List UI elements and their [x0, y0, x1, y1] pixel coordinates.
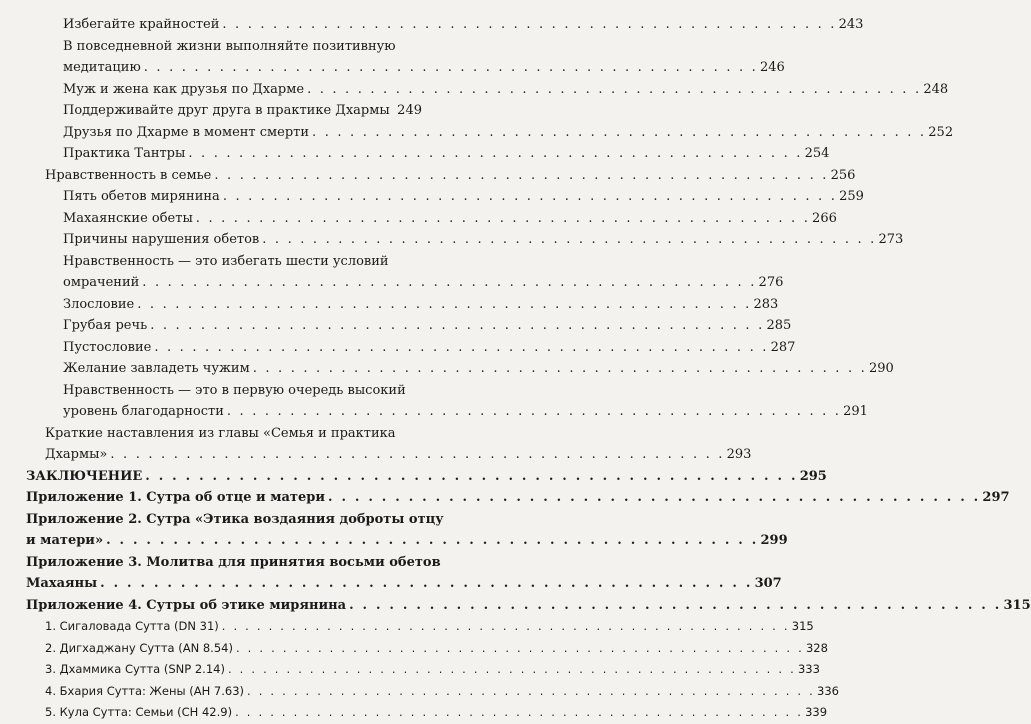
toc-entry-title: Избегайте крайностей — [63, 14, 222, 36]
toc-entry-line — [63, 294, 779, 316]
toc-entry — [0, 229, 904, 251]
toc-entry-line — [63, 251, 422, 273]
toc-entry — [0, 659, 820, 681]
toc-entry-line — [63, 122, 954, 144]
toc-entry — [0, 681, 839, 703]
toc-page-number: 293 — [726, 447, 752, 462]
toc-page-number: 299 — [760, 533, 788, 548]
toc-entry-title: Приложение 2. Сутра «Этика воздаяния доброты отцу — [26, 509, 447, 531]
toc-entry-line — [63, 14, 864, 36]
toc-entry-title: Грубая речь — [63, 315, 150, 337]
toc-entry-title: Причины нарушения обетов — [63, 229, 262, 251]
dot-leader: . . . . . . . . . . . . . . . . . . . . . . . . . . . . . . . . . . . . . . . . . . . . . . . . . — [145, 468, 798, 484]
toc-entry-title: Махаянские обеты — [63, 208, 196, 230]
toc-entry-line — [63, 272, 784, 294]
dot-leader: . . . . . . . . . . . . . . . . . . . . . . . . . . . . . . . . . . . . . . . . . . . . . . . . . — [195, 210, 811, 226]
toc-entry-line — [45, 702, 828, 724]
toc-entry-title: 4. Бхария Сутта: Жены (AH 7.63) — [45, 681, 247, 703]
toc-entry-line — [63, 36, 422, 58]
toc-entry — [0, 509, 788, 552]
toc-entry — [0, 380, 868, 423]
toc-entry — [0, 14, 864, 36]
toc-entry-line — [63, 57, 785, 79]
toc-entry-line — [45, 444, 752, 466]
toc-entry-line — [63, 79, 949, 101]
dot-leader: . . . . . . . . . . . . . . . . . . . . . . . . . . . . . . . . . . . . . . . . . . . . . . . . . — [235, 705, 804, 719]
toc-entry — [0, 595, 1031, 617]
dot-leader: . . . . . . . . . . . . . . . . . . . . . . . . . . . . . . . . . . . . . . . . . . . . . . . . . — [214, 167, 829, 183]
toc-entry-line — [45, 638, 828, 660]
dot-leader: . . . . . . . . . . . . . . . . . . . . . . . . . . . . . . . . . . . . . . . . . . . . . . . . . — [142, 275, 757, 290]
toc-page-number: 315 — [791, 619, 814, 633]
dot-leader: . . . . . . . . . . . . . . . . . . . . . . . . . . . . . . . . . . . . . . . . . . . . . . . . . — [312, 124, 927, 140]
toc-page-number: 295 — [799, 468, 827, 484]
toc-entry-title: 5. Кула Сутта: Семьи (CH 42.9) — [45, 702, 235, 724]
toc-page-number: 339 — [805, 705, 828, 719]
toc-entry-line — [63, 358, 894, 380]
toc-entry-title: Пустословие — [63, 337, 154, 359]
toc-entry-title: Махаяны — [26, 573, 100, 595]
toc-page-number: 276 — [758, 275, 784, 290]
toc-entry-line — [26, 509, 444, 531]
toc-entry — [0, 487, 1010, 509]
dot-leader: . . . . . . . . . . . . . . . . . . . . . . . . . . . . . . . . . . . . . . . . . . . . . . . . . — [227, 662, 796, 676]
toc-entry — [0, 315, 792, 337]
toc-entry-title: омрачений — [63, 272, 142, 294]
toc-page-number: 273 — [878, 232, 904, 247]
toc-page-number: 246 — [760, 60, 785, 75]
toc-entry — [0, 79, 949, 101]
toc-entry — [0, 337, 796, 359]
toc-entry-line — [63, 143, 830, 165]
toc-entry-line — [63, 208, 837, 230]
toc-entry-line — [63, 337, 796, 359]
dot-leader: . . . . . . . . . . . . . . . . . . . . . . . . . . . . . . . . . . . . . . . . . . . . . . . . . — [188, 146, 803, 161]
toc-entry-title: 1. Сигаловада Сутта (DN 31) — [45, 616, 222, 638]
toc-entry-line — [45, 659, 820, 681]
toc-page-number: 307 — [754, 576, 782, 591]
toc-entry-title: Друзья по Дхарме в момент смерти — [63, 122, 312, 144]
toc-entry-line — [26, 595, 1031, 617]
toc-entry-title: В повседневной жизни выполняйте позитивную — [63, 36, 399, 58]
toc-entry-line — [26, 530, 788, 552]
toc-entry-title: и матери» — [26, 530, 106, 552]
toc-entry — [0, 251, 784, 294]
toc-entry-title: Нравственность — это в первую очередь высокий — [63, 380, 409, 402]
dot-leader: . . . . . . . . . . . . . . . . . . . . . . . . . . . . . . . . . . . . . . . . . . . . . . . . . — [137, 296, 752, 312]
toc-entry — [0, 186, 864, 208]
toc-page-number: 252 — [928, 124, 954, 140]
toc-page-number: 333 — [797, 662, 820, 676]
toc-entry-title: Приложение 3. Молитва для принятия восьми обетов — [26, 552, 444, 574]
toc-page-number: 283 — [753, 296, 779, 312]
toc-page-number: 256 — [830, 167, 856, 183]
dot-leader: . . . . . . . . . . . . . . . . . . . . . . . . . . . . . . . . . . . . . . . . . . . . . . . . . — [235, 640, 804, 655]
toc-entry — [0, 143, 830, 165]
toc-entry — [0, 358, 894, 380]
dot-leader: . . . . . . . . . . . . . . . . . . . . . . . . . . . . . . . . . . . . . . . . . . . . . . . . . — [221, 619, 790, 633]
dot-leader: . . . . . . . . . . . . . . . . . . . . . . . . . . . . . . . . . . . . . . . . . . . . . . . . . — [143, 60, 759, 75]
toc-entry-line — [63, 100, 422, 122]
toc-entry-line — [45, 616, 814, 638]
toc-entry-line — [63, 380, 422, 402]
dot-leader: . . . . . . . . . . . . . . . . . . . . . . . . . . . . . . . . . . . . . . . . . . . . . . . . . — [100, 576, 753, 591]
toc-entry-line — [26, 552, 441, 574]
toc-entry — [0, 165, 856, 187]
toc-entry — [0, 36, 785, 79]
toc-page-number: 290 — [868, 361, 894, 376]
toc-page-number: 297 — [982, 490, 1010, 505]
toc-entry-line — [45, 165, 856, 187]
dot-leader: . . . . . . . . . . . . . . . . . . . . . . . . . . . . . . . . . . . . . . . . . . . . . . . . . — [252, 361, 867, 376]
toc-page-number: 336 — [817, 683, 839, 698]
toc-entry — [0, 100, 450, 122]
dot-leader: . . . . . . . . . . . . . . . . . . . . . . . . . . . . . . . . . . . . . . . . . . . . . . . . . — [154, 339, 769, 355]
toc-entry-line — [63, 186, 864, 208]
toc-entry — [0, 466, 827, 488]
dot-leader: . . . . . . . . . . . . . . . . . . . . . . . . . . . . . . . . . . . . . . . . . . . . . . . . . — [106, 533, 759, 548]
dot-leader: . . . . . . . . . . . . . . . . . . . . . . . . . . . . . . . . . . . . . . . . . . . . . . . . . — [328, 490, 981, 505]
toc-page-number: 248 — [923, 81, 949, 97]
toc-entry-line — [45, 681, 839, 703]
toc-page-number: 243 — [838, 17, 864, 32]
toc-entry-title: Злословие — [63, 294, 137, 316]
toc-entry — [0, 423, 752, 466]
toc-entry-line — [63, 315, 792, 337]
toc-entry — [0, 208, 837, 230]
toc-entry — [0, 552, 782, 595]
toc-entry-title: Нравственность в семье — [45, 165, 214, 187]
toc-page-number: 254 — [804, 146, 830, 161]
toc-entry-title: ЗАКЛЮЧЕНИЕ — [26, 466, 145, 488]
toc-page-number: 287 — [770, 339, 796, 355]
toc-page-number: 249 — [397, 103, 422, 118]
dot-leader: . . . . . . . . . . . . . . . . . . . . . . . . . . . . . . . . . . . . . . . . . . . . . . . . . — [222, 17, 837, 32]
toc-entry — [0, 294, 779, 316]
toc-entry-title: Краткие наставления из главы «Семья и практика — [45, 423, 399, 445]
table-of-contents — [0, 14, 1031, 724]
toc-entry — [0, 702, 828, 724]
dot-leader: . . . . . . . . . . . . . . . . . . . . . . . . . . . . . . . . . . . . . . . . . . . . . . . . . — [110, 447, 725, 462]
toc-entry-title: Поддерживайте друг друга в практике Дхармы — [63, 100, 393, 122]
dot-leader: . . . . . . . . . . . . . . . . . . . . . . . . . . . . . . . . . . . . . . . . . . . . . . . . . — [150, 318, 765, 333]
toc-entry-title: Пять обетов мирянина — [63, 186, 223, 208]
toc-entry — [0, 616, 814, 638]
toc-entry-title: Приложение 4. Сутры об этике мирянина — [26, 595, 349, 617]
toc-entry-line — [63, 401, 868, 423]
dot-leader: . . . . . . . . . . . . . . . . . . . . . . . . . . . . . . . . . . . . . . . . . . . . . . . . . — [247, 683, 815, 698]
toc-entry-title: уровень благодарности — [63, 401, 227, 423]
toc-entry-line — [26, 573, 782, 595]
dot-leader: . . . . . . . . . . . . . . . . . . . . . . . . . . . . . . . . . . . . . . . . . . . . . . . . . — [349, 597, 1002, 613]
dot-leader: . . . . . . . . . . . . . . . . . . . . . . . . . . . . . . . . . . . . . . . . . . . . . . . . . — [222, 189, 838, 204]
toc-entry — [0, 638, 828, 660]
toc-entry-title: медитацию — [63, 57, 144, 79]
toc-page-number: 266 — [812, 210, 837, 226]
toc-entry-title: Муж и жена как друзья по Дхарме — [63, 79, 307, 101]
toc-page-number: 285 — [766, 318, 792, 333]
dot-leader: . . . . . . . . . . . . . . . . . . . . . . . . . . . . . . . . . . . . . . . . . . . . . . . . . — [226, 404, 842, 419]
toc-entry-title: Приложение 1. Сутра об отце и матери — [26, 487, 328, 509]
toc-entry — [0, 122, 954, 144]
toc-page-number: 315 — [1003, 597, 1031, 613]
toc-entry-line — [45, 423, 422, 445]
toc-entry-title: 3. Дхаммика Сутта (SNP 2.14) — [45, 659, 228, 681]
toc-page-number: 291 — [843, 404, 868, 419]
toc-entry-title: Желание завладеть чужим — [63, 358, 253, 380]
toc-entry-line — [26, 466, 827, 488]
toc-entry-title: Дхармы» — [45, 444, 110, 466]
toc-entry-line — [63, 229, 904, 251]
toc-entry-line — [26, 487, 1010, 509]
toc-page-number: 328 — [805, 640, 828, 655]
dot-leader: . . . . . . . . . . . . . . . . . . . . . . . . . . . . . . . . . . . . . . . . . . . . . . . . . — [262, 232, 877, 247]
dot-leader: . . . . . . . . . . . . . . . . . . . . . . . . . . . . . . . . . . . . . . . . . . . . . . . . . — [307, 81, 922, 97]
toc-entry-title: Нравственность — это избегать шести условий — [63, 251, 392, 273]
toc-entry-title: 2. Дигхаджану Сутта (AN 8.54) — [45, 638, 236, 660]
toc-page-number: 259 — [839, 189, 864, 204]
toc-entry-title: Практика Тантры — [63, 143, 188, 165]
